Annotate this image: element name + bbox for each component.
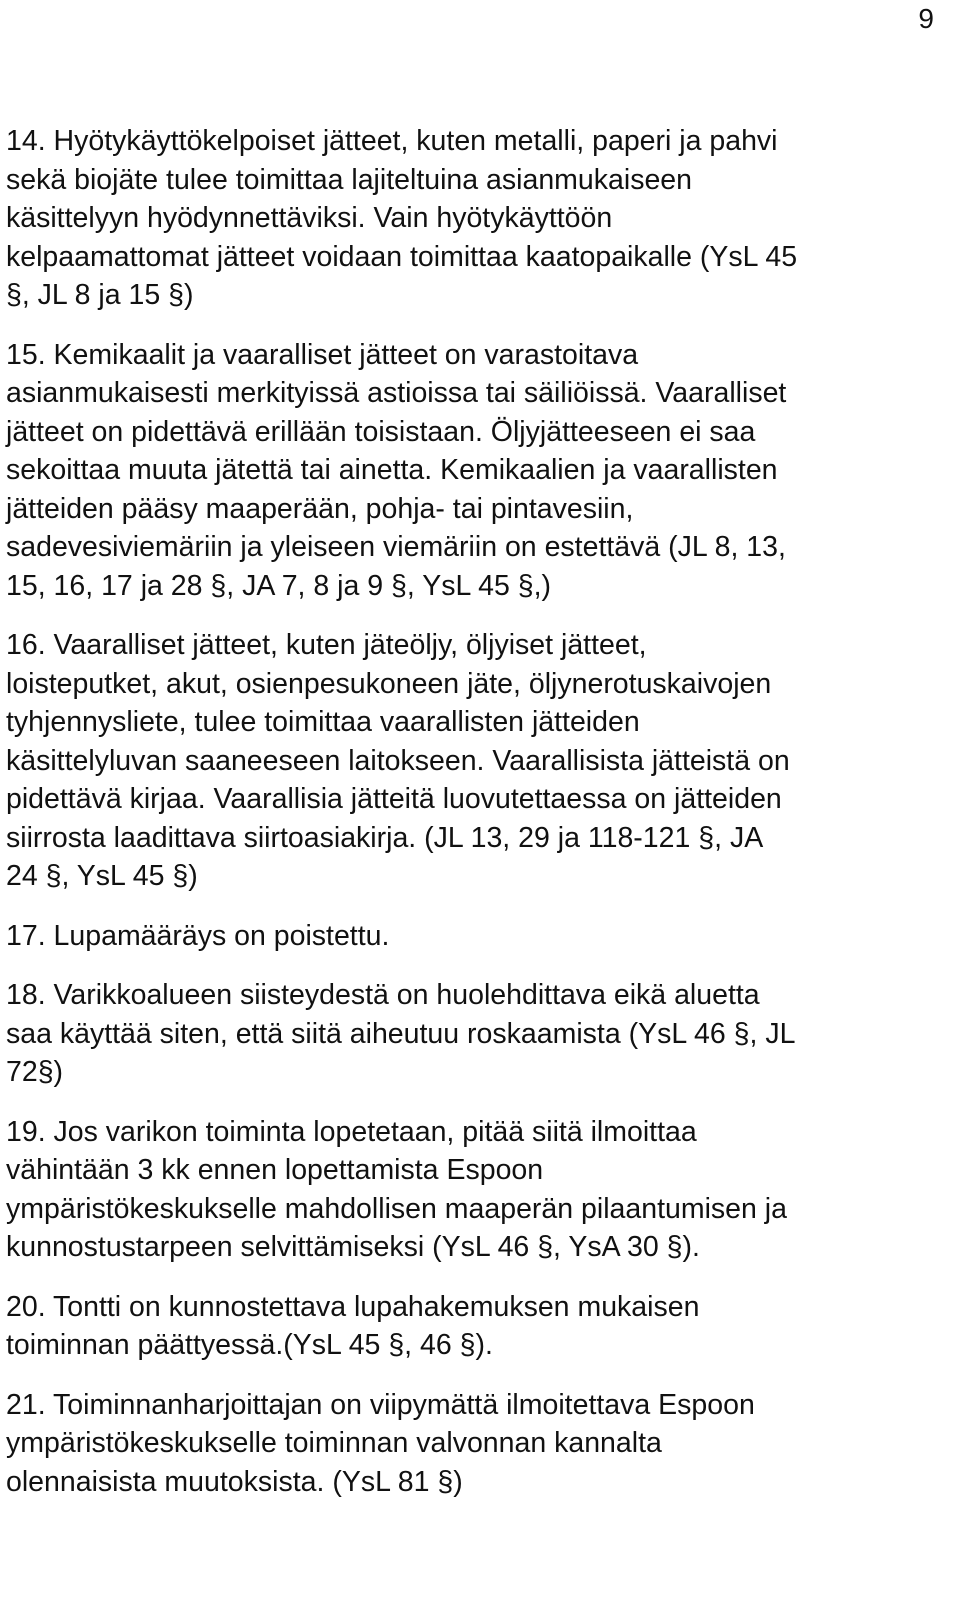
text-line: vähintään 3 kk ennen lopettamista Espoon <box>6 1154 544 1186</box>
text-line: ympäristökeskukselle mahdollisen maaperän pilaantumisen ja <box>6 1192 787 1225</box>
text-line: olennaisista muutoksista. (YsL 81 §) <box>6 1465 463 1498</box>
text-line: 15, 16, 17 ja 28 §, JA 7, 8 ja 9 §, YsL 45 §,) <box>6 569 552 602</box>
text-line: 19. Jos varikon toiminta lopetetaan, pitää siitä ilmoittaa <box>6 1115 697 1148</box>
text-line: tyhjennysliete, tulee toimittaa vaarallisten jätteiden <box>6 706 640 738</box>
paragraph-16 <box>6 626 936 896</box>
document-body <box>6 122 936 1522</box>
text-line: toiminnan päättyessä.(YsL 45 §, 46 §). <box>6 1329 493 1361</box>
paragraph-19 <box>6 1113 936 1267</box>
text-line: käsittelyluvan saaneeseen laitokseen. Vaarallisista jätteistä on <box>6 744 790 777</box>
text-line: 24 §, YsL 45 §) <box>6 860 198 892</box>
text-line: 20. Tontti on kunnostettava lupahakemuksen mukaisen <box>6 1290 700 1323</box>
text-line: 14. Hyötykäyttökelpoiset jätteet, kuten metalli, paperi ja pahvi <box>6 125 778 157</box>
text-line: jätteet on pidettävä erillään toisistaan. Öljyjätteeseen ei saa <box>6 415 756 448</box>
text-line: §, JL 8 ja 15 §) <box>6 279 194 311</box>
text-line: 16. Vaaralliset jätteet, kuten jäteöljy, öljyiset jätteet, <box>6 629 647 661</box>
paragraph-21 <box>6 1386 936 1502</box>
text-line: sadevesiviemäriin ja yleiseen viemäriin on estettävä (JL 8, 13, <box>6 531 786 563</box>
text-line: 72§) <box>6 1056 64 1088</box>
text-line: 17. Lupamääräys on poistettu. <box>6 919 390 952</box>
text-line: loisteputket, akut, osienpesukoneen jäte, öljynerotuskaivojen <box>6 667 772 700</box>
text-line: sekoittaa muuta jätettä tai ainetta. Kemikaalien ja vaarallisten <box>6 454 778 486</box>
text-line: 18. Varikkoalueen siisteydestä on huolehdittava eikä aluetta <box>6 979 760 1011</box>
text-line: asianmukaisesti merkityissä astioissa tai säiliöissä. Vaaralliset <box>6 377 787 409</box>
page-number: 9 <box>918 3 934 34</box>
text-line: käsittelyyn hyödynnettäviksi. Vain hyötykäyttöön <box>6 202 613 234</box>
text-line: saa käyttää siten, että siitä aiheutuu roskaamista (YsL 46 §, JL <box>6 1017 796 1050</box>
text-line: pidettävä kirjaa. Vaarallisia jätteitä luovutettaessa on jätteiden <box>6 783 782 815</box>
text-line: 15. Kemikaalit ja vaaralliset jätteet on varastoitava <box>6 338 639 371</box>
text-line: kunnostustarpeen selvittämiseksi (YsL 46 §, YsA 30 §). <box>6 1231 700 1263</box>
text-line: jätteiden pääsy maaperään, pohja- tai pintavesiin, <box>6 492 634 525</box>
paragraph-20 <box>6 1288 936 1365</box>
text-line: siirrosta laadittava siirtoasiakirja. (JL 13, 29 ja 118-121 §, JA <box>6 821 764 854</box>
paragraph-15 <box>6 336 936 606</box>
paragraph-18 <box>6 976 936 1092</box>
text-line: ympäristökeskukselle toiminnan valvonnan kannalta <box>6 1427 662 1459</box>
text-line: sekä biojäte tulee toimittaa lajiteltuina asianmukaiseen <box>6 163 692 196</box>
text-line: kelpaamattomat jätteet voidaan toimittaa kaatopaikalle (YsL 45 <box>6 240 798 273</box>
text-line: 21. Toiminnanharjoittajan on viipymättä ilmoitettava Espoon <box>6 1388 755 1421</box>
paragraph-14 <box>6 122 936 315</box>
paragraph-17 <box>6 917 936 956</box>
